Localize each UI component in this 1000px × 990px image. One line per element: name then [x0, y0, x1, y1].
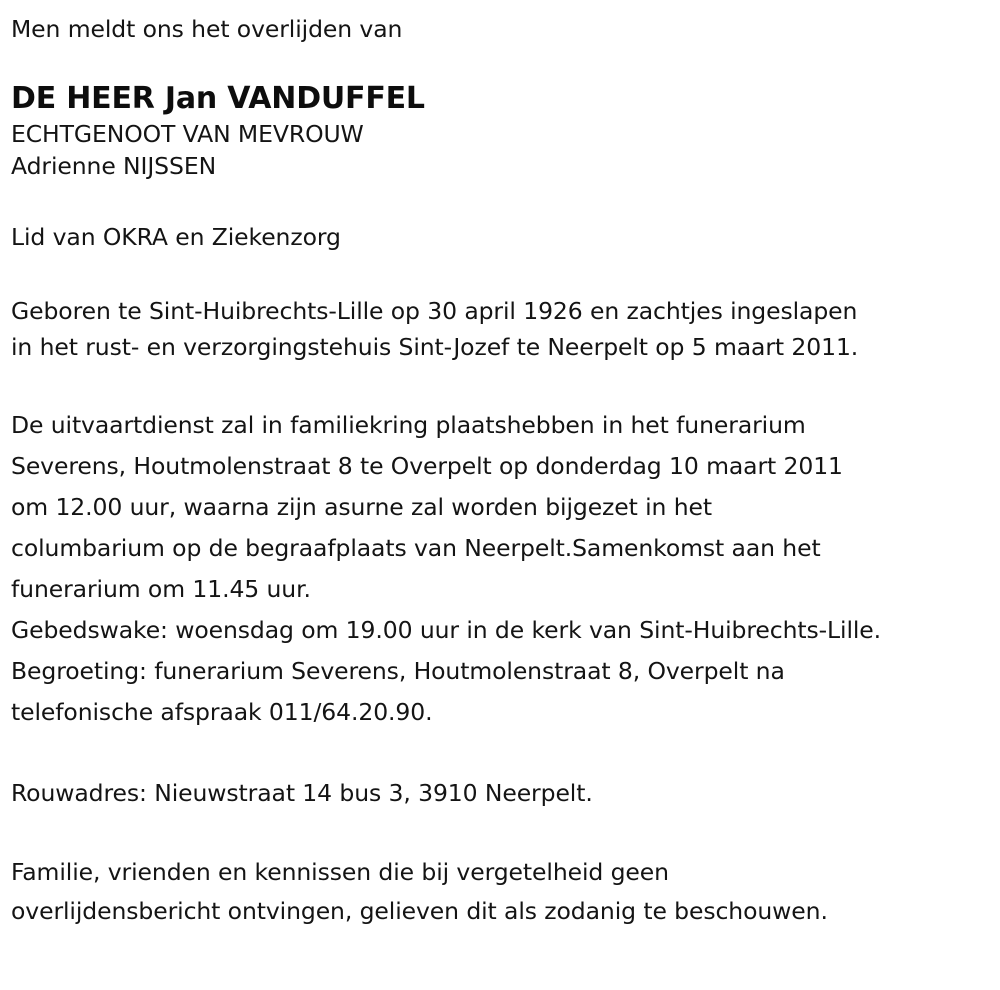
- intro-block: [11, 12, 990, 46]
- service-line: Begroeting: funerarium Severens, Houtmolenstraat 8, Overpelt na: [11, 657, 785, 685]
- spouse-name: Adrienne NIJSSEN: [11, 152, 217, 180]
- service-line: Severens, Houtmolenstraat 8 te Overpelt op donderdag 10 maart 2011: [11, 452, 843, 480]
- closing-line: overlijdensbericht ontvingen, gelieven dit als zodanig te beschouwen.: [11, 897, 828, 925]
- mourning-address-line: Rouwadres: Nieuwstraat 14 bus 3, 3910 Neerpelt.: [11, 779, 593, 807]
- funeral-service-block: [11, 405, 990, 733]
- birth-death-line: in het rust- en verzorgingstehuis Sint-Jozef te Neerpelt op 5 maart 2011.: [11, 333, 859, 361]
- birth-death-block: [11, 293, 990, 365]
- service-line: columbarium op de begraafplaats van Neerpelt.Samenkomst aan het: [11, 534, 821, 562]
- service-line: om 12.00 uur, waarna zijn asurne zal worden bijgezet in het: [11, 493, 712, 521]
- membership-block: [11, 219, 990, 255]
- spouse-label: ECHTGENOOT VAN MEVROUW: [11, 120, 364, 148]
- closing-line: Familie, vrienden en kennissen die bij vergetelheid geen: [11, 858, 669, 886]
- service-line: telefonische afspraak 011/64.20.90.: [11, 698, 433, 726]
- membership-line: Lid van OKRA en Ziekenzorg: [11, 223, 341, 251]
- mourning-address-block: [11, 775, 990, 811]
- closing-note-block: [11, 853, 990, 931]
- deceased-name-block: [11, 80, 990, 182]
- service-line: Gebedswake: woensdag om 19.00 uur in de kerk van Sint-Huibrechts-Lille.: [11, 616, 882, 644]
- birth-death-line: Geboren te Sint-Huibrechts-Lille op 30 april 1926 en zachtjes ingeslapen: [11, 297, 858, 325]
- service-line: funerarium om 11.45 uur.: [11, 575, 311, 603]
- intro-line: Men meldt ons het overlijden van: [11, 15, 403, 43]
- service-line: De uitvaartdienst zal in familiekring plaatshebben in het funerarium: [11, 411, 806, 439]
- deceased-name: DE HEER Jan VANDUFFEL: [11, 81, 425, 116]
